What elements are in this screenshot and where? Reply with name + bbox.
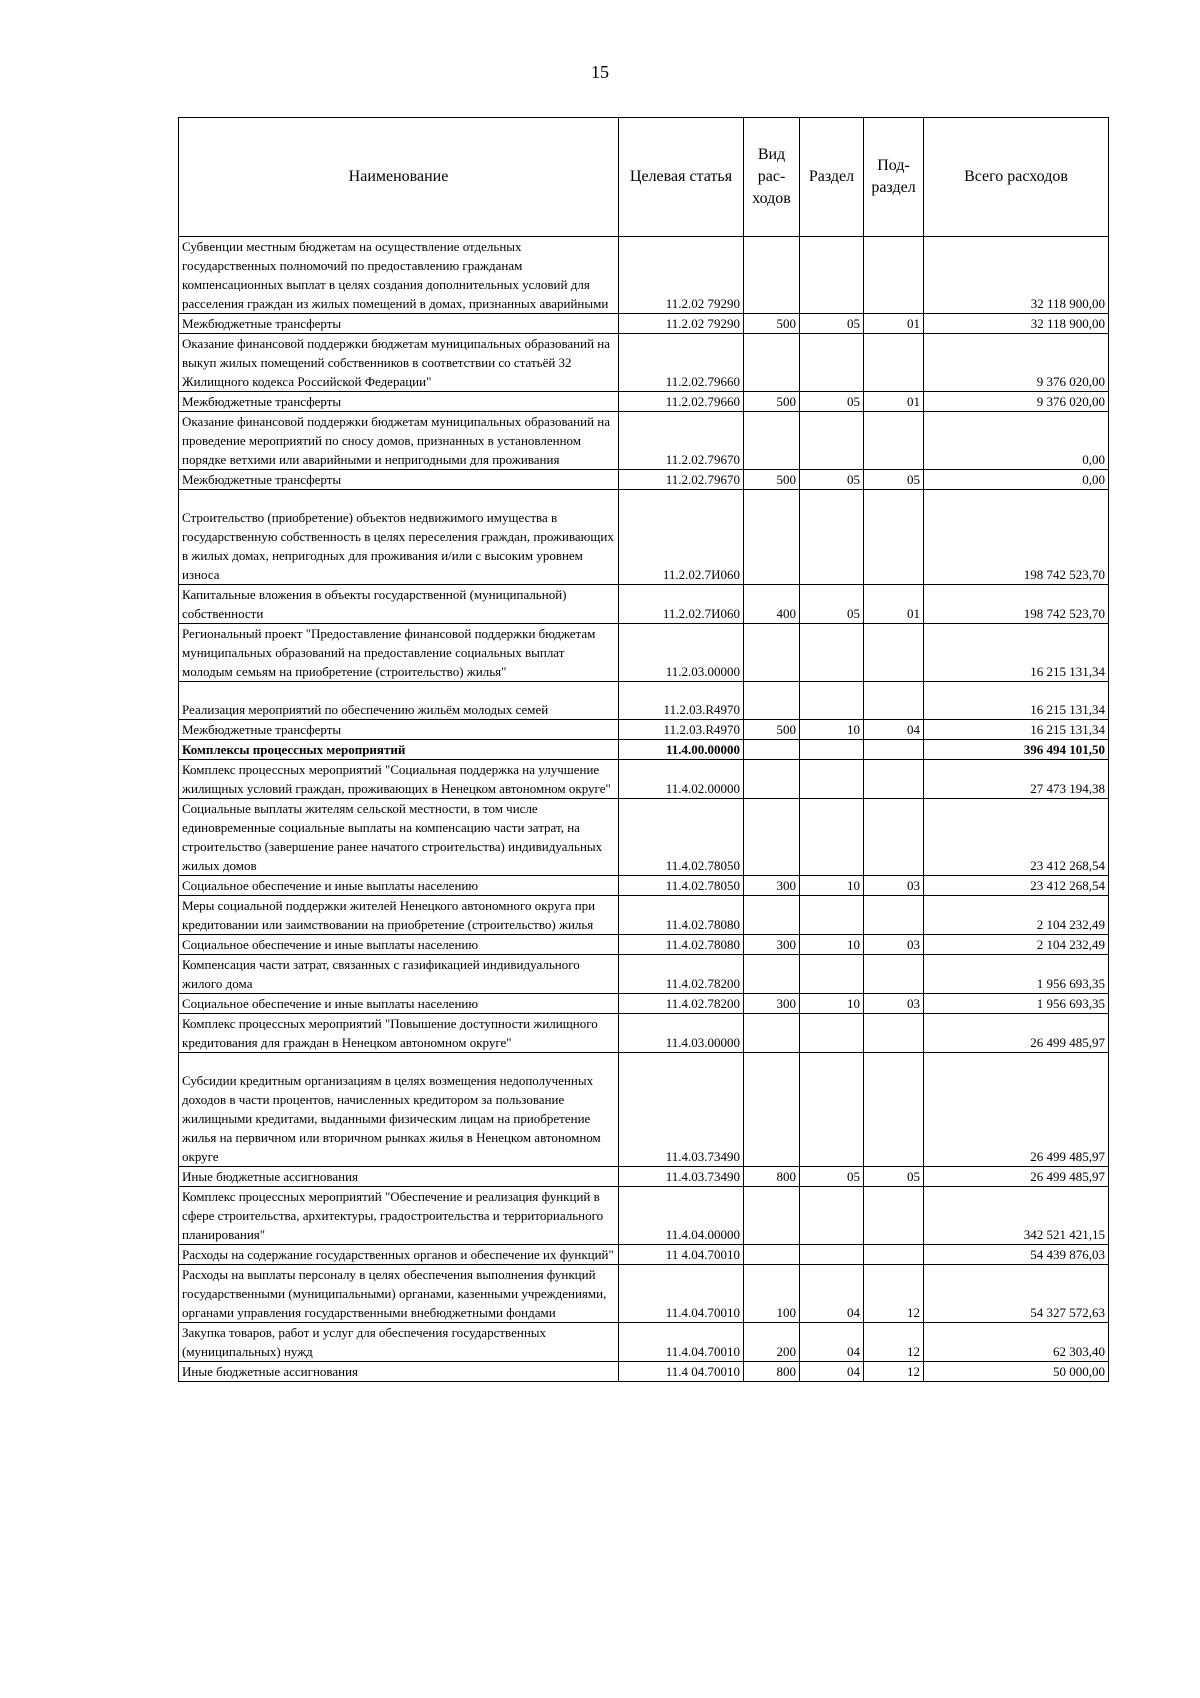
cell-razdel: 10 bbox=[800, 994, 864, 1014]
cell-razdel bbox=[800, 740, 864, 760]
cell-vid bbox=[744, 1053, 800, 1167]
table-row bbox=[179, 392, 1109, 412]
cell-razdel: 10 bbox=[800, 720, 864, 740]
cell-total: 32 118 900,00 bbox=[924, 237, 1109, 314]
cell-name: Комплекс процессных мероприятий "Обеспечение и реализация функций в сфере строительства, архитектуры, градостроительства и территориального планирования" bbox=[179, 1187, 619, 1245]
cell-podrazdel bbox=[864, 1053, 924, 1167]
cell-razdel bbox=[800, 490, 864, 585]
cell-podrazdel bbox=[864, 760, 924, 799]
cell-name: Комплекс процессных мероприятий "Повышение доступности жилищного кредитования для граждан в Ненецком автономном округе" bbox=[179, 1014, 619, 1053]
cell-code: 11.4.02.78200 bbox=[619, 955, 744, 994]
cell-podrazdel bbox=[864, 334, 924, 392]
cell-total: 54 439 876,03 bbox=[924, 1245, 1109, 1265]
cell-vid: 500 bbox=[744, 314, 800, 334]
cell-total: 62 303,40 bbox=[924, 1323, 1109, 1362]
cell-name: Межбюджетные трансферты bbox=[179, 470, 619, 490]
cell-razdel bbox=[800, 955, 864, 994]
table-row bbox=[179, 1265, 1109, 1323]
cell-razdel bbox=[800, 237, 864, 314]
cell-podrazdel bbox=[864, 799, 924, 876]
cell-total: 198 742 523,70 bbox=[924, 490, 1109, 585]
cell-razdel bbox=[800, 1014, 864, 1053]
cell-code: 11.2.02.7И060 bbox=[619, 585, 744, 624]
cell-code: 11.4.03.73490 bbox=[619, 1167, 744, 1187]
cell-razdel: 10 bbox=[800, 876, 864, 896]
budget-table bbox=[178, 117, 1109, 1382]
cell-code: 11.2.02.79660 bbox=[619, 392, 744, 412]
cell-code: 11 4.04.70010 bbox=[619, 1245, 744, 1265]
cell-razdel: 05 bbox=[800, 314, 864, 334]
cell-code: 11.4 04.70010 bbox=[619, 1362, 744, 1382]
table-row bbox=[179, 1167, 1109, 1187]
cell-code: 11.4.03.73490 bbox=[619, 1053, 744, 1167]
cell-total: 198 742 523,70 bbox=[924, 585, 1109, 624]
cell-vid bbox=[744, 760, 800, 799]
cell-razdel bbox=[800, 1187, 864, 1245]
cell-vid: 300 bbox=[744, 935, 800, 955]
cell-name: Комплексы процессных мероприятий bbox=[179, 740, 619, 760]
cell-razdel bbox=[800, 682, 864, 720]
cell-podrazdel bbox=[864, 740, 924, 760]
cell-vid: 200 bbox=[744, 1323, 800, 1362]
cell-podrazdel bbox=[864, 1187, 924, 1245]
cell-name: Строительство (приобретение) объектов недвижимого имущества в государственную собственность в целях переселения граждан, проживающих в жилых домах, непригодных для проживания и/или с высоким уровнем износа bbox=[179, 490, 619, 585]
cell-podrazdel: 01 bbox=[864, 585, 924, 624]
header-podrazdel: Под- раздел bbox=[864, 118, 924, 237]
cell-total: 50 000,00 bbox=[924, 1362, 1109, 1382]
cell-name: Иные бюджетные ассигнования bbox=[179, 1362, 619, 1382]
cell-total: 9 376 020,00 bbox=[924, 392, 1109, 412]
cell-vid bbox=[744, 1245, 800, 1265]
cell-podrazdel: 12 bbox=[864, 1323, 924, 1362]
cell-podrazdel: 03 bbox=[864, 935, 924, 955]
cell-vid: 300 bbox=[744, 994, 800, 1014]
cell-name: Социальное обеспечение и иные выплаты населению bbox=[179, 876, 619, 896]
cell-code: 11.2.02.79660 bbox=[619, 334, 744, 392]
cell-razdel: 05 bbox=[800, 470, 864, 490]
cell-razdel bbox=[800, 799, 864, 876]
header-vid: Вид рас- ходов bbox=[744, 118, 800, 237]
cell-code: 11.2.02.79670 bbox=[619, 412, 744, 470]
table-row bbox=[179, 720, 1109, 740]
cell-razdel bbox=[800, 1053, 864, 1167]
table-row bbox=[179, 799, 1109, 876]
table-row bbox=[179, 470, 1109, 490]
cell-razdel: 10 bbox=[800, 935, 864, 955]
cell-code: 11.4.00.00000 bbox=[619, 740, 744, 760]
cell-podrazdel bbox=[864, 624, 924, 682]
header-code: Целевая статья bbox=[619, 118, 744, 237]
table-row bbox=[179, 585, 1109, 624]
cell-vid bbox=[744, 955, 800, 994]
table-row bbox=[179, 935, 1109, 955]
cell-vid bbox=[744, 624, 800, 682]
cell-total: 0,00 bbox=[924, 412, 1109, 470]
cell-code: 11.4.04.00000 bbox=[619, 1187, 744, 1245]
cell-total: 2 104 232,49 bbox=[924, 935, 1109, 955]
cell-podrazdel: 04 bbox=[864, 720, 924, 740]
cell-razdel: 04 bbox=[800, 1362, 864, 1382]
cell-total: 9 376 020,00 bbox=[924, 334, 1109, 392]
cell-total: 396 494 101,50 bbox=[924, 740, 1109, 760]
cell-name: Межбюджетные трансферты bbox=[179, 392, 619, 412]
cell-code: 11.4.02.78080 bbox=[619, 896, 744, 935]
cell-name: Социальные выплаты жителям сельской местности, в том числе единовременные социальные выплаты на компенсацию части затрат, на строительство (завершение ранее начатого строительства) индивидуальных жилых домов bbox=[179, 799, 619, 876]
cell-vid bbox=[744, 412, 800, 470]
cell-code: 11.2.02.79670 bbox=[619, 470, 744, 490]
cell-code: 11.4.02.78050 bbox=[619, 876, 744, 896]
table-row bbox=[179, 624, 1109, 682]
cell-code: 11.4.02.78080 bbox=[619, 935, 744, 955]
cell-name: Комплекс процессных мероприятий "Социальная поддержка на улучшение жилищных условий граждан, проживающих в Ненецком автономном округе" bbox=[179, 760, 619, 799]
cell-total: 2 104 232,49 bbox=[924, 896, 1109, 935]
cell-podrazdel: 03 bbox=[864, 994, 924, 1014]
cell-name: Капитальные вложения в объекты государственной (муниципальной) собственности bbox=[179, 585, 619, 624]
cell-razdel bbox=[800, 334, 864, 392]
cell-name: Оказание финансовой поддержки бюджетам муниципальных образований на проведение мероприятий по сносу домов, признанных в установленном порядке ветхими или аварийными и непригодными для проживания bbox=[179, 412, 619, 470]
page-number: 15 bbox=[591, 62, 609, 82]
table-row bbox=[179, 490, 1109, 585]
cell-name: Закупка товаров, работ и услуг для обеспечения государственных (муниципальных) нужд bbox=[179, 1323, 619, 1362]
cell-vid bbox=[744, 740, 800, 760]
cell-vid bbox=[744, 1014, 800, 1053]
cell-podrazdel bbox=[864, 682, 924, 720]
cell-vid bbox=[744, 490, 800, 585]
cell-total: 27 473 194,38 bbox=[924, 760, 1109, 799]
cell-podrazdel: 01 bbox=[864, 314, 924, 334]
table-row bbox=[179, 237, 1109, 314]
cell-name: Субвенции местным бюджетам на осуществление отдельных государственных полномочий по предоставлению гражданам компенсационных выплат в целях создания дополнительных условий для расселения граждан из жилых помещений в домах, признанных аварийными bbox=[179, 237, 619, 314]
cell-total: 23 412 268,54 bbox=[924, 799, 1109, 876]
cell-name: Межбюджетные трансферты bbox=[179, 314, 619, 334]
table-row bbox=[179, 896, 1109, 935]
table-row bbox=[179, 740, 1109, 760]
cell-total: 26 499 485,97 bbox=[924, 1167, 1109, 1187]
cell-name: Региональный проект "Предоставление финансовой поддержки бюджетам муниципальных образований на предоставление социальных выплат молодым семьям на приобретение (строительство) жилья" bbox=[179, 624, 619, 682]
cell-vid bbox=[744, 799, 800, 876]
cell-code: 11.2.03.R4970 bbox=[619, 720, 744, 740]
cell-code: 11.4.02.78050 bbox=[619, 799, 744, 876]
header-total: Всего расходов bbox=[924, 118, 1109, 237]
cell-total: 342 521 421,15 bbox=[924, 1187, 1109, 1245]
table-body bbox=[179, 237, 1109, 1382]
cell-name: Оказание финансовой поддержки бюджетам муниципальных образований на выкуп жилых помещений собственников в соответствии со статьёй 32 Жилищного кодекса Российской Федерации" bbox=[179, 334, 619, 392]
cell-podrazdel: 01 bbox=[864, 392, 924, 412]
cell-name: Меры социальной поддержки жителей Ненецкого автономного округа при кредитовании или заимствовании на приобретение (строительство) жилья bbox=[179, 896, 619, 935]
table-row bbox=[179, 1245, 1109, 1265]
cell-code: 11.4.04.70010 bbox=[619, 1265, 744, 1323]
cell-razdel: 05 bbox=[800, 392, 864, 412]
table-row bbox=[179, 412, 1109, 470]
cell-code: 11.2.02 79290 bbox=[619, 314, 744, 334]
cell-name: Компенсация части затрат, связанных с газификацией индивидуального жилого дома bbox=[179, 955, 619, 994]
cell-total: 32 118 900,00 bbox=[924, 314, 1109, 334]
cell-code: 11.2.03.00000 bbox=[619, 624, 744, 682]
cell-total: 1 956 693,35 bbox=[924, 994, 1109, 1014]
cell-razdel bbox=[800, 1245, 864, 1265]
cell-total: 16 215 131,34 bbox=[924, 682, 1109, 720]
cell-podrazdel: 12 bbox=[864, 1362, 924, 1382]
cell-name: Реализация мероприятий по обеспечению жильём молодых семей bbox=[179, 682, 619, 720]
cell-vid: 500 bbox=[744, 392, 800, 412]
header-razdel: Раздел bbox=[800, 118, 864, 237]
table-row bbox=[179, 1323, 1109, 1362]
table-row bbox=[179, 994, 1109, 1014]
cell-razdel bbox=[800, 896, 864, 935]
table-row bbox=[179, 314, 1109, 334]
cell-name: Межбюджетные трансферты bbox=[179, 720, 619, 740]
cell-total: 23 412 268,54 bbox=[924, 876, 1109, 896]
cell-podrazdel bbox=[864, 490, 924, 585]
cell-podrazdel bbox=[864, 1014, 924, 1053]
table-row bbox=[179, 760, 1109, 799]
cell-vid bbox=[744, 237, 800, 314]
cell-name: Иные бюджетные ассигнования bbox=[179, 1167, 619, 1187]
cell-vid: 500 bbox=[744, 470, 800, 490]
cell-podrazdel bbox=[864, 412, 924, 470]
header-name: Наименование bbox=[179, 118, 619, 237]
cell-vid: 100 bbox=[744, 1265, 800, 1323]
cell-podrazdel bbox=[864, 1245, 924, 1265]
cell-code: 11.2.02 79290 bbox=[619, 237, 744, 314]
cell-code: 11.4.02.78200 bbox=[619, 994, 744, 1014]
cell-podrazdel: 03 bbox=[864, 876, 924, 896]
table-row bbox=[179, 876, 1109, 896]
cell-total: 16 215 131,34 bbox=[924, 624, 1109, 682]
cell-razdel: 05 bbox=[800, 1167, 864, 1187]
cell-podrazdel: 12 bbox=[864, 1265, 924, 1323]
table-row bbox=[179, 682, 1109, 720]
cell-vid: 800 bbox=[744, 1167, 800, 1187]
cell-vid: 400 bbox=[744, 585, 800, 624]
cell-code: 11.4.04.70010 bbox=[619, 1323, 744, 1362]
table-row bbox=[179, 1053, 1109, 1167]
cell-razdel bbox=[800, 760, 864, 799]
cell-vid bbox=[744, 334, 800, 392]
cell-razdel: 04 bbox=[800, 1323, 864, 1362]
cell-name: Расходы на выплаты персоналу в целях обеспечения выполнения функций государственными (муниципальными) органами, казенными учреждениями, органами управления государственными внебюджетными фондами bbox=[179, 1265, 619, 1323]
table-row bbox=[179, 334, 1109, 392]
table-row bbox=[179, 1362, 1109, 1382]
cell-podrazdel: 05 bbox=[864, 470, 924, 490]
cell-total: 16 215 131,34 bbox=[924, 720, 1109, 740]
cell-code: 11.2.03.R4970 bbox=[619, 682, 744, 720]
cell-total: 26 499 485,97 bbox=[924, 1014, 1109, 1053]
cell-razdel bbox=[800, 412, 864, 470]
cell-name: Субсидии кредитным организациям в целях возмещения недополученных доходов в части процентов, начисленных кредитором за пользование жилищными кредитами, выданными физическим лицам на приобретение жилья на первичном или вторичном рынках жилья в Ненецком автономном округе bbox=[179, 1053, 619, 1167]
cell-podrazdel bbox=[864, 955, 924, 994]
table-row bbox=[179, 1187, 1109, 1245]
cell-total: 54 327 572,63 bbox=[924, 1265, 1109, 1323]
cell-vid bbox=[744, 896, 800, 935]
cell-razdel bbox=[800, 624, 864, 682]
table-header-row bbox=[179, 118, 1109, 237]
cell-razdel: 04 bbox=[800, 1265, 864, 1323]
cell-podrazdel bbox=[864, 896, 924, 935]
cell-name: Социальное обеспечение и иные выплаты населению bbox=[179, 935, 619, 955]
table-row bbox=[179, 955, 1109, 994]
table-row bbox=[179, 1014, 1109, 1053]
cell-vid: 800 bbox=[744, 1362, 800, 1382]
cell-total: 26 499 485,97 bbox=[924, 1053, 1109, 1167]
cell-name: Расходы на содержание государственных органов и обеспечение их функций" bbox=[179, 1245, 619, 1265]
cell-total: 0,00 bbox=[924, 470, 1109, 490]
cell-total: 1 956 693,35 bbox=[924, 955, 1109, 994]
cell-vid: 300 bbox=[744, 876, 800, 896]
cell-podrazdel bbox=[864, 237, 924, 314]
cell-code: 11.2.02.7И060 bbox=[619, 490, 744, 585]
cell-vid bbox=[744, 1187, 800, 1245]
cell-code: 11.4.02.00000 bbox=[619, 760, 744, 799]
cell-name: Социальное обеспечение и иные выплаты населению bbox=[179, 994, 619, 1014]
cell-razdel: 05 bbox=[800, 585, 864, 624]
cell-podrazdel: 05 bbox=[864, 1167, 924, 1187]
cell-vid bbox=[744, 682, 800, 720]
cell-vid: 500 bbox=[744, 720, 800, 740]
cell-code: 11.4.03.00000 bbox=[619, 1014, 744, 1053]
